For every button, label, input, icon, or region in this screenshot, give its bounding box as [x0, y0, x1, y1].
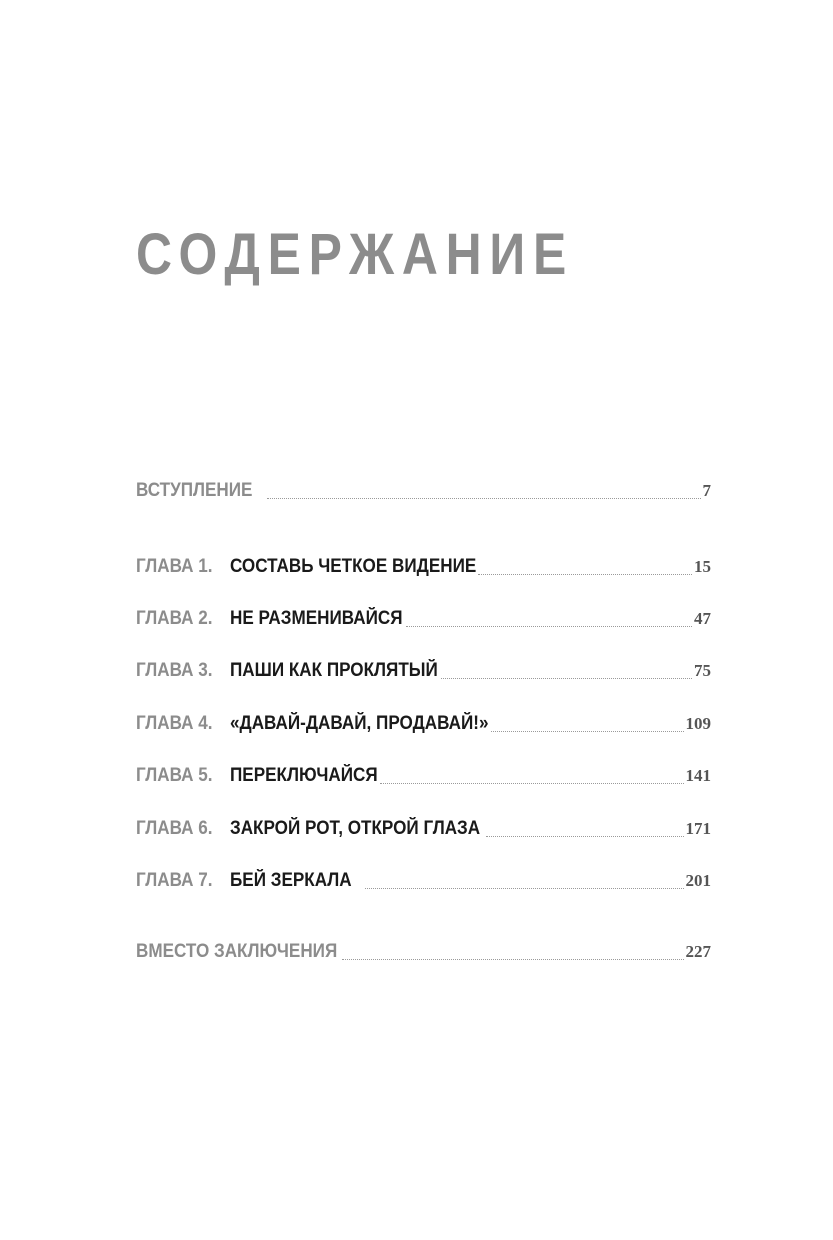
- dot-leader: [267, 498, 700, 499]
- toc-entry-chapter-5[interactable]: [136, 765, 711, 791]
- dot-leader: [486, 836, 684, 837]
- chapter-number: ГЛАВА 5.: [136, 765, 213, 786]
- toc-page-number: 15: [694, 557, 711, 576]
- chapter-title: «ДАВАЙ-ДАВАЙ, ПРОДАВАЙ!»: [230, 713, 489, 734]
- chapter-number: ГЛАВА 1.: [136, 556, 213, 577]
- toc-page-number: 47: [694, 609, 711, 628]
- dot-leader: [406, 626, 692, 627]
- toc-page-number: 141: [685, 766, 711, 785]
- toc-entry-chapter-6[interactable]: [136, 818, 711, 844]
- chapter-title: НЕ РАЗМЕНИВАЙСЯ: [230, 608, 403, 629]
- toc-page-number: 7: [702, 481, 711, 500]
- chapter-number: ГЛАВА 2.: [136, 608, 213, 629]
- dot-leader: [441, 678, 692, 679]
- toc-entry-chapter-1[interactable]: [136, 556, 711, 582]
- toc-entry-label: ВСТУПЛЕНИЕ: [136, 480, 253, 501]
- toc-entry-chapter-7[interactable]: [136, 870, 711, 896]
- chapter-title: ЗАКРОЙ РОТ, ОТКРОЙ ГЛАЗА: [230, 818, 481, 839]
- toc-entry-label: ВМЕСТО ЗАКЛЮЧЕНИЯ: [136, 941, 338, 962]
- chapter-title: СОСТАВЬ ЧЕТКОЕ ВИДЕНИЕ: [230, 556, 477, 577]
- chapter-title: БЕЙ ЗЕРКАЛА: [230, 870, 352, 891]
- dot-leader: [491, 731, 683, 732]
- dot-leader: [478, 574, 692, 575]
- toc-page-number: 109: [685, 714, 711, 733]
- toc-entry-chapter-3[interactable]: [136, 660, 711, 686]
- dot-leader: [380, 783, 683, 784]
- dot-leader: [342, 959, 684, 960]
- toc-entry-conclusion[interactable]: [136, 941, 711, 967]
- toc-entry-intro[interactable]: [136, 480, 711, 506]
- page-title: СОДЕРЖАНИЕ: [136, 222, 574, 287]
- chapter-number: ГЛАВА 7.: [136, 870, 213, 891]
- chapter-number: ГЛАВА 4.: [136, 713, 213, 734]
- toc-page-number: 171: [685, 819, 711, 838]
- toc-page-number: 201: [685, 871, 711, 890]
- toc-entry-chapter-2[interactable]: [136, 608, 711, 634]
- chapter-title: ПЕРЕКЛЮЧАЙСЯ: [230, 765, 378, 786]
- toc-page-number: 227: [685, 942, 711, 961]
- chapter-number: ГЛАВА 6.: [136, 818, 213, 839]
- toc-entry-chapter-4[interactable]: [136, 713, 711, 739]
- toc-page-number: 75: [694, 661, 711, 680]
- chapter-title: ПАШИ КАК ПРОКЛЯТЫЙ: [230, 660, 438, 681]
- dot-leader: [365, 888, 683, 889]
- chapter-number: ГЛАВА 3.: [136, 660, 213, 681]
